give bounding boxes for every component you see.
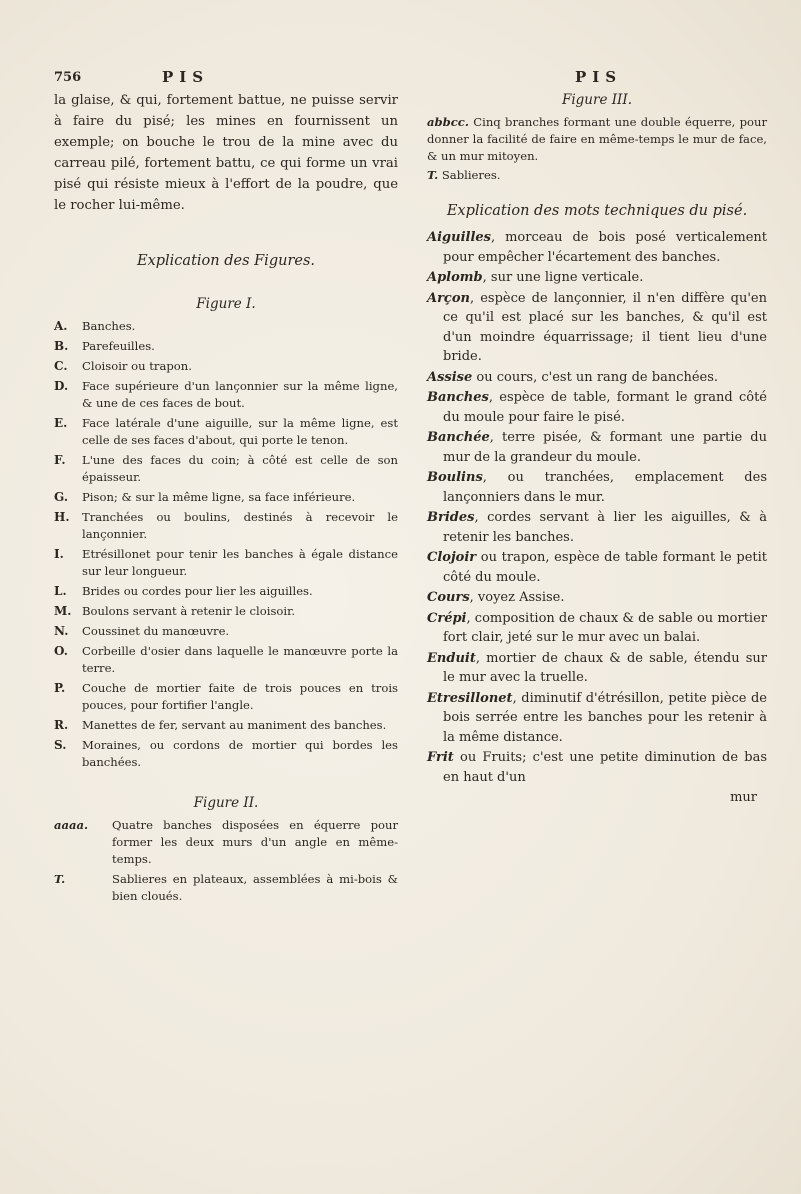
- glossary-title: Explication des mots techniques du pisé.: [446, 203, 748, 219]
- legend-entry: O. Corbeille d'osier dans laquelle le manœuvre porte la terre.: [54, 644, 398, 675]
- intro-paragraph: la glaise, & qui, fortement battue, ne puisse servir à faire du pisé; les mines en fournissent un exemple; on bouche le trou de la mine avec du carreau pilé, fortement battu, ce qui forme un vrai pisé qui résiste mieux à l'effort de la poudre, que le rocher lui-même.: [54, 93, 398, 213]
- legend-entry: G. Pison; & sur la même ligne, sa face inférieure.: [54, 490, 356, 504]
- glossary-entry: Assise ou cours, c'est un rang de banchées.: [427, 369, 719, 385]
- legend-entry: N. Coussinet du manœuvre.: [54, 624, 230, 638]
- legend-entry: I. Etrésillonet pour tenir les banches à égale distance sur leur longueur.: [54, 547, 398, 578]
- legend-entry: H. Tranchées ou boulins, destinés à recevoir le lançonnier.: [54, 510, 398, 541]
- legend-entry: M. Boulons servant à retenir le cloisoir.: [54, 604, 296, 618]
- figure3-legend: [427, 114, 767, 184]
- glossary-entry: Banches, espèce de table, formant le grand côté du moule pour faire le pisé.: [427, 390, 767, 425]
- glossary-entry: Boulins, ou tranchées, emplacement des lançonniers dans le mur.: [427, 470, 767, 505]
- legend-entry: F. L'une des faces du coin; à côté est celle de son épaisseur.: [54, 453, 398, 484]
- legend-entry: E. Face latérale d'une aiguille, sur la même ligne, est celle de ses faces d'about, qui porte le tenon.: [54, 416, 398, 447]
- glossary-entry: Frit ou Fruits; c'est une petite diminution de bas en haut d'un: [427, 750, 767, 785]
- legend-entry: D. Face supérieure d'un lançonnier sur la même ligne, & une de ces faces de bout.: [54, 379, 398, 410]
- legend-entry: R. Manettes de fer, servant au maniment des banches.: [54, 718, 387, 732]
- legend-entry: C. Cloisoir ou trapon.: [54, 359, 192, 373]
- legend-entry: T. Sablieres en plateaux, assemblées à mi-bois & bien cloués.: [54, 872, 398, 903]
- figure2-title: Figure II.: [193, 795, 259, 811]
- glossary-entry: Clojoir ou trapon, espèce de table formant le petit côté du moule.: [427, 550, 767, 585]
- running-head-right: PIS: [575, 68, 623, 86]
- figure2-legend: [54, 817, 398, 905]
- glossary-entry: Crépi, composition de chaux & de sable ou mortier fort clair, jeté sur le mur avec un balai.: [427, 610, 767, 645]
- glossary-entry: Aplomb, sur une ligne verticale.: [427, 270, 644, 285]
- glossary-entry: Enduit, mortier de chaux & de sable, étendu sur le mur avec la truelle.: [427, 650, 767, 685]
- left-column: [54, 90, 398, 908]
- legend-entry: P. Couche de mortier faite de trois pouces en trois pouces, pour fortifier l'angle.: [54, 681, 398, 712]
- figure1-legend: [54, 318, 398, 771]
- glossary-entry: Cours, voyez Assise.: [427, 590, 565, 605]
- legend-entry: L. Brides ou cordes pour lier les aiguilles.: [54, 584, 313, 598]
- running-head-left: PIS: [162, 68, 210, 86]
- legend-entry: A. Banches.: [54, 319, 136, 333]
- figure3-title: Figure III.: [561, 92, 633, 108]
- glossary-entry: Etresillonet, diminutif d'étrésillon, petite pièce de bois serrée entre les banches pour les retenir à la même distance.: [427, 690, 767, 745]
- legend-entry: B. Parefeuilles.: [54, 339, 155, 353]
- figure1-title: Figure I.: [196, 296, 256, 312]
- page-number: 756: [54, 70, 82, 85]
- glossary-entry: Arçon, espèce de lançonnier, il n'en diffère qu'en ce qu'il est placé sur les banches, & qu'il est d'un moindre équarrissage; il tient lieu d'une bride.: [427, 290, 767, 364]
- legend-entry: T. Sablieres.: [427, 168, 501, 182]
- glossary-entry: Aiguilles, morceau de bois posé verticalement pour empêcher l'écartement des banches.: [427, 230, 767, 265]
- glossary-entry: Brides, cordes servant à lier les aiguilles, & à retenir les banches.: [427, 510, 767, 545]
- glossary-entry: Banchée, terre pisée, & formant une partie du mur de la grandeur du moule.: [427, 430, 767, 465]
- section-title: Explication des Figures.: [136, 253, 316, 269]
- right-column: [427, 90, 767, 807]
- legend-entry: S. Moraines, ou cordons de mortier qui bordes les banchées.: [54, 738, 398, 769]
- glossary: [427, 228, 767, 787]
- legend-entry: aaaa. Quatre banches disposées en équerre pour former les deux murs d'un angle en même-temps.: [54, 818, 398, 866]
- catchword: mur: [730, 790, 757, 805]
- legend-entry: abbcc. Cinq branches formant une double équerre, pour donner la facilité de faire en même-temps le mur de face, & un mur mitoyen.: [427, 115, 768, 163]
